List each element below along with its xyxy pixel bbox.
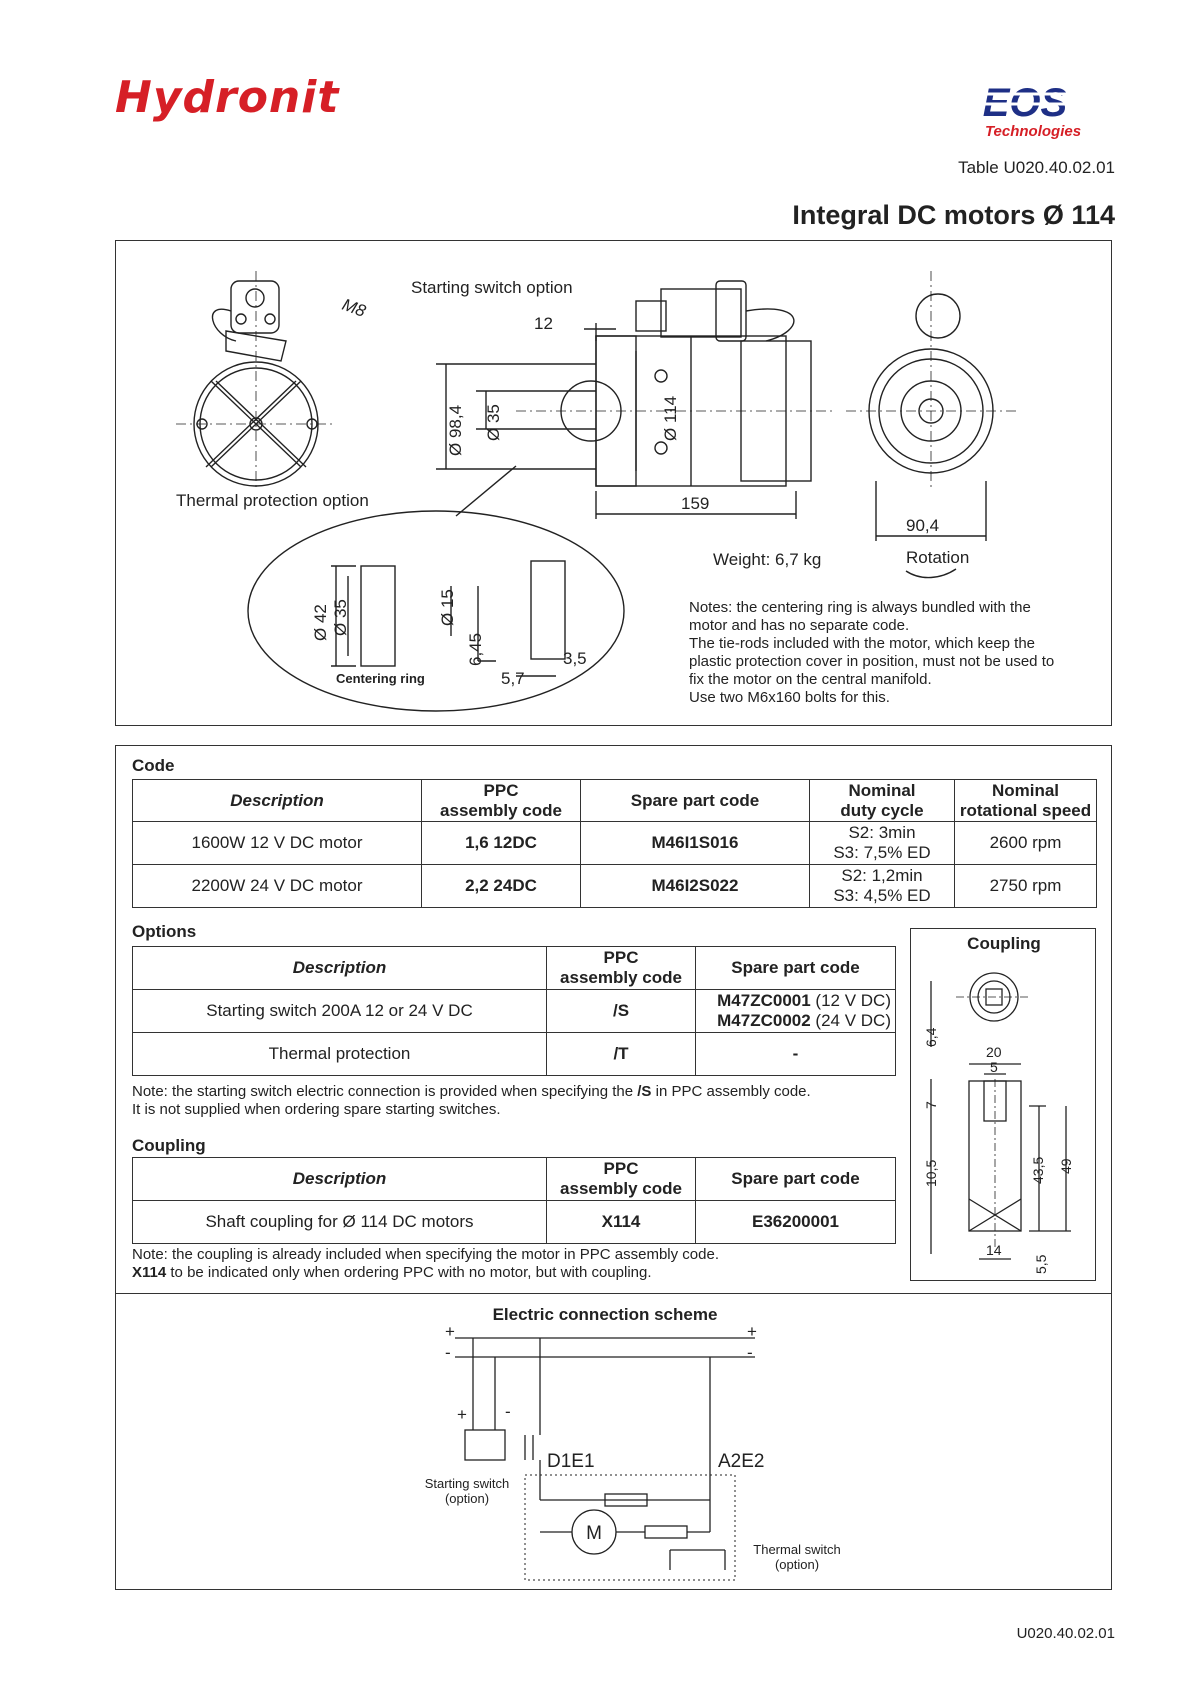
code-row-ppc: 1,6 12DC	[422, 822, 581, 865]
code-row-duty: S2: 1,2min S3: 4,5% ED	[810, 865, 955, 908]
options-col-description: Description	[133, 947, 547, 990]
thermal-switch-label-2: (option)	[774, 1557, 820, 1572]
ring-dim-6-45: 6,45	[466, 632, 485, 666]
table-row	[133, 1201, 896, 1244]
coupling-dim-6-4: 6,4	[923, 1027, 939, 1047]
options-col-spare: Spare part code	[696, 947, 896, 990]
coupling-drawing-panel	[910, 928, 1096, 1281]
terminal-d1e1: D1E1	[547, 1451, 595, 1472]
thermal-switch-label-1: Thermal switch	[753, 1542, 841, 1557]
bus-minus-left: -	[445, 1343, 451, 1362]
switch-plus: +	[457, 1405, 467, 1424]
coupling-row-description: Shaft coupling for Ø 114 DC motors	[133, 1201, 547, 1244]
code-table	[132, 779, 1097, 908]
ring-dim-3-5: 3,5	[563, 649, 587, 668]
options-row-description: Thermal protection	[133, 1033, 547, 1076]
ring-dim-15: Ø 15	[438, 589, 457, 626]
hydronit-logo-text: Hydronit	[115, 72, 340, 123]
eos-technologies-logo	[935, 80, 1115, 140]
motor-drawing	[116, 241, 1113, 727]
ring-dim-35: Ø 35	[331, 599, 350, 636]
centering-ring-label: Centering ring	[336, 671, 425, 686]
eos-logo-sub: Technologies	[984, 123, 1082, 140]
options-col-ppc: PPC assembly code	[547, 947, 696, 990]
options-section-label: Options	[132, 922, 197, 941]
bus-minus-right: -	[747, 1343, 753, 1362]
switch-minus: -	[505, 1402, 511, 1421]
coupling-row-ppc: X114	[547, 1201, 696, 1244]
note-line-1: Notes: the centering ring is always bundled with the	[689, 599, 1031, 616]
coupling-dim-10-5: 10,5	[923, 1159, 939, 1187]
table-row	[133, 1033, 896, 1076]
code-col-speed: Nominal rotational speed	[955, 780, 1097, 822]
code-row-ppc: 2,2 24DC	[422, 865, 581, 908]
code-row-description: 2200W 24 V DC motor	[133, 865, 422, 908]
coupling-drawing-title: Coupling	[967, 934, 1041, 953]
dim-159: 159	[681, 494, 710, 513]
coupling-dim-43-5: 43,5	[1030, 1156, 1046, 1184]
coupling-dim-14: 14	[986, 1242, 1002, 1258]
page-title: Integral DC motors Ø 114	[792, 200, 1115, 230]
eos-logo-main: EOS	[982, 81, 1068, 125]
coupling-dim-49: 49	[1058, 1158, 1074, 1174]
code-row-description: 1600W 12 V DC motor	[133, 822, 422, 865]
coupling-table	[132, 1157, 896, 1244]
electric-scheme	[115, 1295, 1112, 1588]
m8-label: M8	[339, 294, 369, 321]
note-line-5: fix the motor on the central manifold.	[689, 671, 932, 688]
dim-114: Ø 114	[661, 395, 680, 441]
options-table	[132, 946, 896, 1076]
hydronit-logo	[115, 72, 339, 123]
section-divider	[115, 1293, 1112, 1294]
options-row-spare: -	[696, 1033, 896, 1076]
code-row-spare: M46I2S022	[581, 865, 810, 908]
bus-plus-right: +	[747, 1322, 757, 1341]
coupling-dim-5-5: 5,5	[1033, 1254, 1049, 1274]
ring-dim-5-7: 5,7	[501, 669, 525, 688]
coupling-dim-20: 20	[986, 1044, 1002, 1060]
coupling-row-spare: E36200001	[696, 1201, 896, 1244]
table-reference: Table U020.40.02.01	[958, 158, 1115, 177]
options-row-ppc: /T	[547, 1033, 696, 1076]
options-row-ppc: /S	[547, 990, 696, 1033]
coupling-dim-5: 5	[990, 1059, 998, 1075]
code-row-spare: M46I1S016	[581, 822, 810, 865]
coupling-drawing	[911, 929, 1097, 1282]
dim-90-4: 90,4	[906, 516, 940, 535]
coupling-col-ppc: PPC assembly code	[547, 1158, 696, 1201]
dim-35: Ø 35	[484, 404, 503, 441]
dim-12: 12	[534, 314, 553, 333]
code-col-spare: Spare part code	[581, 780, 810, 822]
electric-scheme-title: Electric connection scheme	[492, 1305, 718, 1324]
code-row-duty: S2: 3min S3: 7,5% ED	[810, 822, 955, 865]
code-row-speed: 2600 rpm	[955, 822, 1097, 865]
code-section-label: Code	[132, 756, 175, 775]
thermal-protection-option-label: Thermal protection option	[176, 491, 369, 510]
rotation-label: Rotation	[906, 548, 970, 567]
coupling-table-header	[133, 1158, 896, 1201]
coupling-dim-7: 7	[923, 1101, 939, 1109]
code-row-speed: 2750 rpm	[955, 865, 1097, 908]
code-col-ppc: PPC assembly code	[422, 780, 581, 822]
motor-symbol: M	[586, 1523, 602, 1544]
starting-switch-option-label: Starting switch option	[411, 278, 573, 297]
code-col-description: Description	[133, 780, 422, 822]
options-note: Note: the starting switch electric connection is provided when specifying the /S in PPC assembly code. It is not supplied when ordering spare starting switches.	[132, 1083, 811, 1118]
table-row	[133, 865, 1097, 908]
terminal-a2e2: A2E2	[718, 1451, 765, 1472]
note-line-4: plastic protection cover in position, must not be used to	[689, 653, 1055, 670]
technical-drawing-panel	[115, 240, 1112, 726]
options-table-header	[133, 947, 896, 990]
coupling-col-description: Description	[133, 1158, 547, 1201]
footer-code: U020.40.02.01	[1016, 1625, 1115, 1642]
weight-label: Weight: 6,7 kg	[713, 550, 822, 569]
coupling-note: Note: the coupling is already included when specifying the motor in PPC assembly code. X114 to be indicated only when ordering PPC with no motor, but with coupling.	[132, 1246, 719, 1281]
ring-dim-42: Ø 42	[311, 604, 330, 641]
coupling-section-label: Coupling	[132, 1136, 206, 1155]
code-table-header	[133, 780, 1097, 822]
table-row	[133, 822, 1097, 865]
bus-plus-left: +	[445, 1322, 455, 1341]
code-col-duty: Nominal duty cycle	[810, 780, 955, 822]
dim-98-4: Ø 98,4	[446, 404, 465, 456]
note-line-2: motor and has no separate code.	[689, 617, 910, 634]
options-row-description: Starting switch 200A 12 or 24 V DC	[133, 990, 547, 1033]
options-row-spare: M47ZC0001 (12 V DC) M47ZC0002 (24 V DC)	[696, 990, 896, 1033]
coupling-col-spare: Spare part code	[696, 1158, 896, 1201]
note-line-6: Use two M6x160 bolts for this.	[689, 689, 890, 706]
starting-switch-label-2: (option)	[444, 1491, 490, 1506]
note-line-3: The tie-rods included with the motor, which keep the	[689, 635, 1036, 652]
table-row	[133, 990, 896, 1033]
starting-switch-label-1: Starting switch	[424, 1476, 510, 1491]
